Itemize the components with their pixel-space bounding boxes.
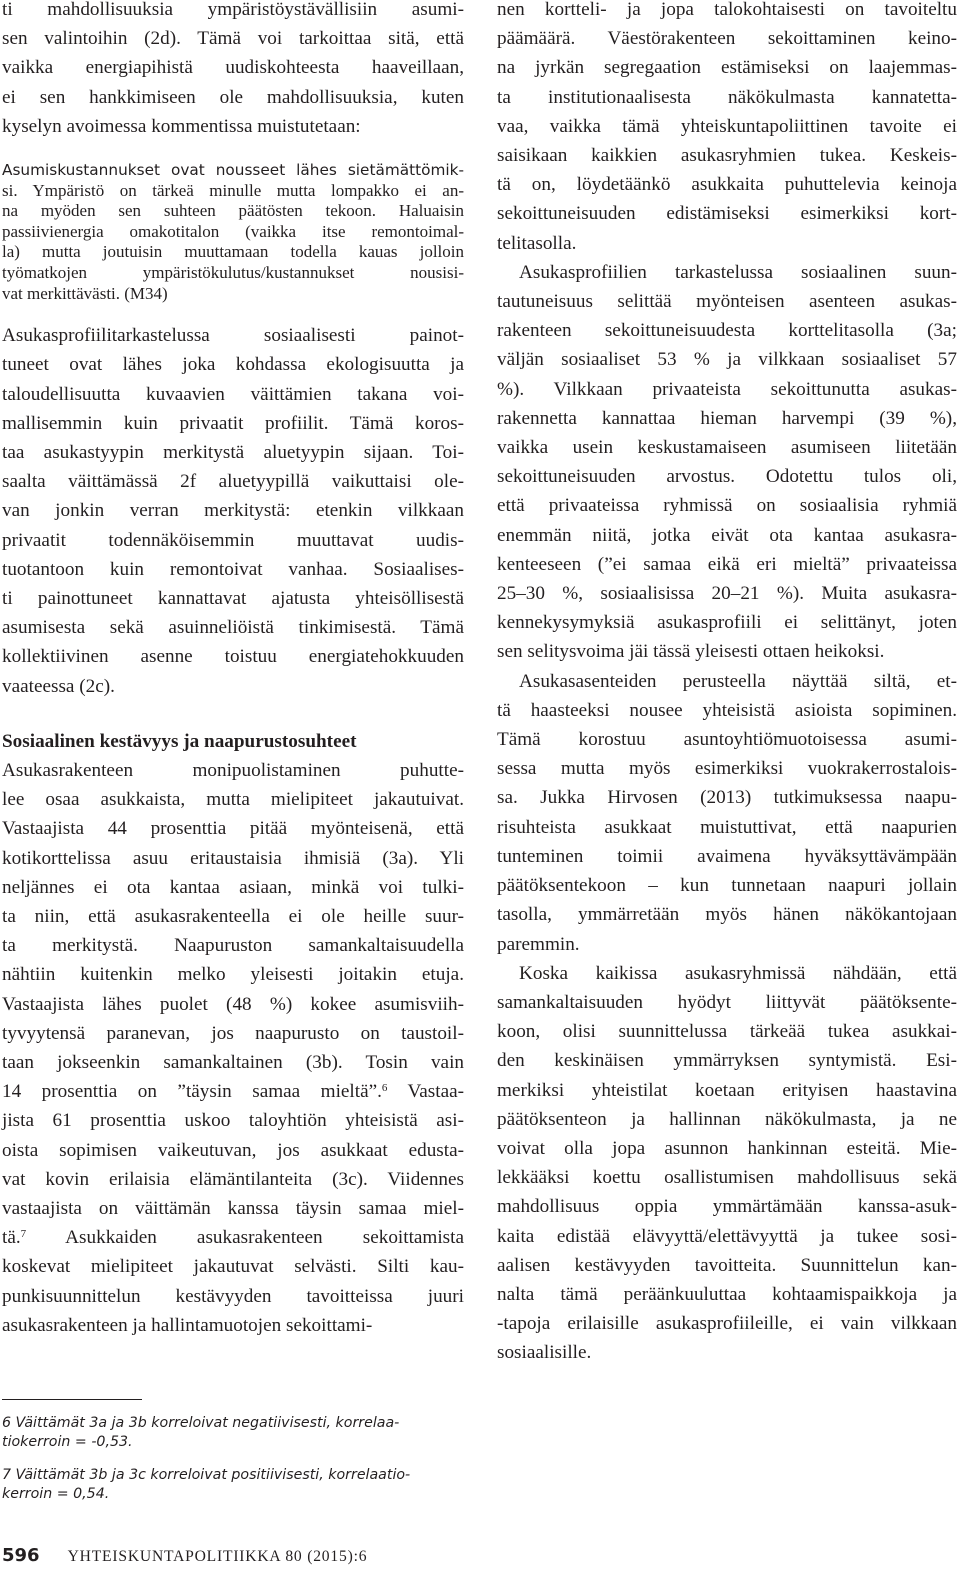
text-line: asukasrakenteen ja hallintamuotojen sekoittami-	[2, 1314, 373, 1336]
quote-line: työmatkojen ympäristökulutus/kustannukset nousisi-	[2, 262, 464, 282]
text-line: tyvyytensä paranevan, jos naapurusto on taustoil-	[2, 1022, 464, 1044]
section-heading: Sosiaalinen kestävyys ja naapurustosuhteet	[2, 730, 357, 752]
text-line: taa asukastyypin merkitystä aluetyypin sijaan. Toi-	[2, 441, 464, 463]
text-line: Koska kaikissa asukasryhmissä nähdään, että	[519, 962, 957, 984]
text-line: sa. Jukka Hirvosen (2013) tutkimuksessa naapu-	[497, 787, 957, 809]
page-number: 596	[2, 1545, 40, 1566]
text-line: merkiksi yhteistilat koetaan erityisen haastavina	[497, 1079, 957, 1101]
text-line: samankaltaisuuden hyödyt liittyvät päätöksente-	[497, 991, 957, 1013]
paragraph-resident-profiles	[497, 258, 957, 667]
text-line: den keskinäisen ymmärryksen syntymistä. Esi-	[497, 1050, 957, 1072]
footnote-ref-7: 7	[20, 1228, 27, 1241]
text-line: tuotantoon kuin remontoivat vanhaa. Sosiaalises-	[2, 558, 464, 580]
text-line: nähtiin kuitenkin melko yleisesti joitakin etuja.	[2, 964, 464, 986]
text-line: vaa, vaikka tämä yhteiskuntapoliittinen tavoite ei	[497, 115, 957, 137]
text-line: päätöksenteon ja hallinnan näkökulmasta, ja ne	[497, 1108, 957, 1130]
text-line: oista sopimisen vaikeutuvan, jos asukkaat edusta-	[2, 1139, 464, 1161]
text-line: saisikaan kaikkien asukasryhmien tukea. Keskeis-	[497, 145, 957, 167]
text-line: Asukasasenteiden perusteella näyttää siltä, et-	[519, 670, 957, 692]
text-line: tunteminen toimii avaimena hyväksyttävämpään	[497, 845, 957, 867]
text-span: Asukkaiden asukasrakenteen sekoittamista	[26, 1227, 464, 1249]
text-line: asumisesta sekä asuinneliöistä tinkimisestä. Tämä	[2, 617, 464, 639]
text-line: vaikka energiapihistä uudiskohteesta haaveillaan,	[2, 57, 464, 79]
text-span: tä.	[2, 1227, 21, 1249]
journal-name: YHTEISKUNTAPOLITIIKKA 80 (2015):6	[67, 1548, 368, 1565]
quote-line: na myöden sen suhteen päätösten tekoon. Haluaisin	[2, 201, 464, 221]
text-span: 14 prosenttia on ”täysin samaa mieltä”.	[2, 1081, 382, 1103]
text-line: vastaajista on väittämän kanssa täysin samaa miel-	[2, 1198, 464, 1220]
footnote-line: kerroin = 0,54.	[2, 1486, 110, 1503]
text-line: tuneet ovat lähes joka kohdassa ekologisuutta ja	[2, 354, 464, 376]
text-line: että privaateissa ryhmissä on sosiaalisia ryhmiä	[497, 495, 957, 517]
text-line: Vastaajista lähes puolet (48 %) kokee asumisviih-	[2, 993, 464, 1015]
text-line: enemmän niitä, jotka eivät ota kantaa asukasra-	[497, 524, 957, 546]
footnote-line: 6 Väittämät 3a ja 3b korreloivat negatiivisesti, korrelaa-	[2, 1415, 400, 1431]
text-line: kaita edistää elävyyttä/elettävyyttä ja tukee sosi-	[497, 1225, 957, 1247]
text-line: lekkääksi koettu osallistumisen mahdollisuus sekä	[497, 1167, 957, 1189]
text-line: kennekysymyksiä asukasprofiili ei selittänyt, joten	[497, 612, 957, 634]
text-span: Vastaa-	[387, 1081, 465, 1103]
text-line: ta niin, että asukasrakenteella ei ole heille suur-	[2, 906, 464, 928]
text-line: mahdollisuus oppia ymmärtämään kanssa-asuk-	[497, 1196, 957, 1218]
left-column	[2, 0, 464, 1340]
text-line: kenteeseen (”ei samaa eikä eri mieltä” privaateissa	[497, 553, 957, 575]
text-line: jista 61 prosenttia uskoo taloyhtiön yhteisistä asi-	[2, 1110, 464, 1132]
right-column	[497, 0, 957, 1368]
text-line: kyselyn avoimessa kommentissa muistutetaan:	[2, 115, 361, 137]
intro-paragraph	[2, 0, 464, 141]
text-line: ti painottuneet kannattavat ajatusta yhteisöllisestä	[2, 588, 464, 609]
text-line: ta institutionaalisesta näkökulmasta kannatetta-	[497, 86, 957, 108]
text-line: 25–30 %, sosiaalisissa 20–21 %). Muita asukasra-	[497, 583, 957, 605]
text-line: rakenteen sekoittuneisuudesta korttelitasolla (3a;	[497, 320, 957, 342]
text-line: päämäärä. Väestörakenteen sekoittaminen keino-	[497, 28, 957, 50]
footnote-ref-6: 6	[381, 1082, 388, 1095]
text-line: mallisemmin kuin privaatit profiilit. Tämä koros-	[2, 412, 464, 434]
quote-line: vat merkittävästi. (M34)	[2, 283, 168, 303]
text-line: van jonkin verran merkitystä: etenkin vilkkaan	[2, 500, 464, 522]
text-line: väljän sosiaaliset 53 % ja vilkkaan sosiaaliset 57	[497, 349, 957, 371]
text-line: sekoittuneisuuden edistämiseksi esimerkiksi kort-	[497, 203, 957, 225]
text-line: taloudellisuutta kuvaavien väittämien takana voi-	[2, 383, 464, 405]
text-line: vaikka usein keskustamaiseen asumiseen liitetään	[497, 437, 957, 459]
text-line: saalta väittämässä 2f aluetyypillä vaikuttaisi ole-	[2, 471, 464, 493]
text-line: koon, olisi suunnittelussa tärkeää tukea asukkai-	[497, 1021, 957, 1043]
quote-line: Asumiskustannukset ovat nousseet lähes sietämättömik-	[2, 161, 464, 180]
text-line: voivat olla jopa asunnon hankinnan esteitä. Mie-	[497, 1137, 957, 1159]
page-footer	[2, 1545, 367, 1569]
text-line: tasolla, ymmärretään myös hänen näkökantojaan	[497, 904, 957, 926]
quote-line: la) mutta joutuisin muuttamaan todella kauas jolloin	[2, 242, 464, 262]
text-line: taan jokseenkin samankaltainen (3b). Tosin vain	[2, 1052, 464, 1074]
text-line: ta merkitystä. Naapuruston samankaltaisuudella	[2, 935, 464, 957]
paragraph-conclusion	[497, 959, 957, 1368]
text-line: tä haasteeksi nousee yhteisistä asioista sopiminen.	[497, 699, 957, 721]
text-line: neljännes ei ota kantaa asiaan, minkä voi tulki-	[2, 876, 464, 898]
text-line: kotikorttelissa asuu eritaustaisia ihmisiä (3a). Yli	[2, 847, 464, 869]
text-line: punkisuunnittelun kestävyyden tavoitteissa juuri	[2, 1285, 464, 1307]
text-line: koskevat mielipiteet jakautuvat selvästi. Silti kau-	[2, 1256, 464, 1278]
text-line: nen kortteli- ja jopa talokohtaisesti on tavoiteltu	[497, 0, 957, 20]
text-line: rakennetta kannattaa hieman harvempi (39 %),	[497, 407, 957, 429]
text-line: Asukasrakenteen monipuolistaminen puhutte-	[2, 760, 464, 782]
text-line: kollektiivinen asenne toistuu energiatehokkuuden	[2, 646, 464, 668]
text-line: Asukasprofiilien tarkastelussa sosiaalinen suun-	[519, 261, 957, 283]
text-line: sessa mutta myös esimerkiksi vuokrakerrostalois-	[497, 758, 957, 780]
block-quote	[2, 160, 464, 304]
text-line: tautuneisuus selittää myönteisen asenteen asukas-	[497, 291, 957, 313]
text-line: %). Vilkkaan privaateista sekoittunutta asukas-	[497, 378, 957, 400]
footnote-7	[2, 1466, 464, 1505]
text-line: nalta tämä peräänkuuluttaa kohtaamispaikkoja ja	[497, 1283, 957, 1305]
paragraph-profiles	[2, 321, 464, 701]
text-line: telitasolla.	[497, 232, 577, 254]
text-line: aalisen kestävyyden tavoitteita. Suunnittelun kan-	[497, 1254, 957, 1276]
text-line: lee osaa asukkaista, mutta mielipiteet jakautuivat.	[2, 789, 464, 811]
text-line: vaateessa (2c).	[2, 675, 115, 697]
text-line: paremmin.	[497, 933, 580, 955]
text-line: Vastaajista 44 prosenttia pitää myönteisenä, että	[2, 818, 464, 840]
text-line	[2, 1223, 464, 1252]
quote-line: passiivienergia omakotitalon (vaikka itse remontoimal-	[2, 221, 464, 241]
text-line: ti mahdollisuuksia ympäristöystävällisiin asumi-	[2, 0, 464, 20]
text-line: sosiaalisille.	[497, 1342, 592, 1364]
footnote-line: tiokerroin = -0,53.	[2, 1434, 133, 1451]
text-line: päätöksentekoon – kun tunnetaan naapuri jollain	[497, 875, 957, 897]
text-line: sen valintoihin (2d). Tämä voi tarkoittaa sitä, että	[2, 28, 464, 50]
text-line: sekoittuneisuuden arvostus. Odotettu tulos oli,	[497, 466, 957, 488]
footnote-line: 7 Väittämät 3b ja 3c korreloivat positiivisesti, korrelaatio-	[2, 1467, 411, 1483]
text-line: vat kovin erilaisia elämäntilanteita (3c). Viidennes	[2, 1168, 464, 1190]
text-line: privaatit todennäköisemmin muuttavat uudis-	[2, 529, 464, 551]
paragraph-social	[2, 756, 464, 1340]
text-line: na jyrkän segregaation estämiseksi on laajemmas-	[497, 57, 957, 79]
footnote-6	[2, 1414, 464, 1453]
quote-line: si. Ympäristö on tärkeä minulle mutta lompakko ei an-	[2, 180, 464, 200]
footnote-divider	[2, 1399, 142, 1400]
text-line: risuhteista asukkaat muistuttivat, että naapurien	[497, 816, 957, 838]
text-line: tä on, löydetäänkö asukkaita puhuttelevia keinoja	[497, 174, 957, 196]
paragraph-resident-attitudes	[497, 667, 957, 959]
text-line: -tapoja erilaisille asukasprofiileille, ei vain vilkkaan	[497, 1313, 957, 1335]
text-line: Asukasprofiilitarkastelussa sosiaalisesti painot-	[2, 325, 464, 347]
text-line: sen selitysvoima jäi tässä yleisesti ottaen heikoksi.	[497, 641, 885, 663]
text-line: Tämä korostuu asuntoyhtiömuotoisessa asumi-	[497, 729, 957, 751]
text-line: ei sen hankkimiseen ole mahdollisuuksia, kuten	[2, 86, 464, 108]
paragraph-continued	[497, 0, 957, 258]
text-line	[2, 1077, 464, 1106]
